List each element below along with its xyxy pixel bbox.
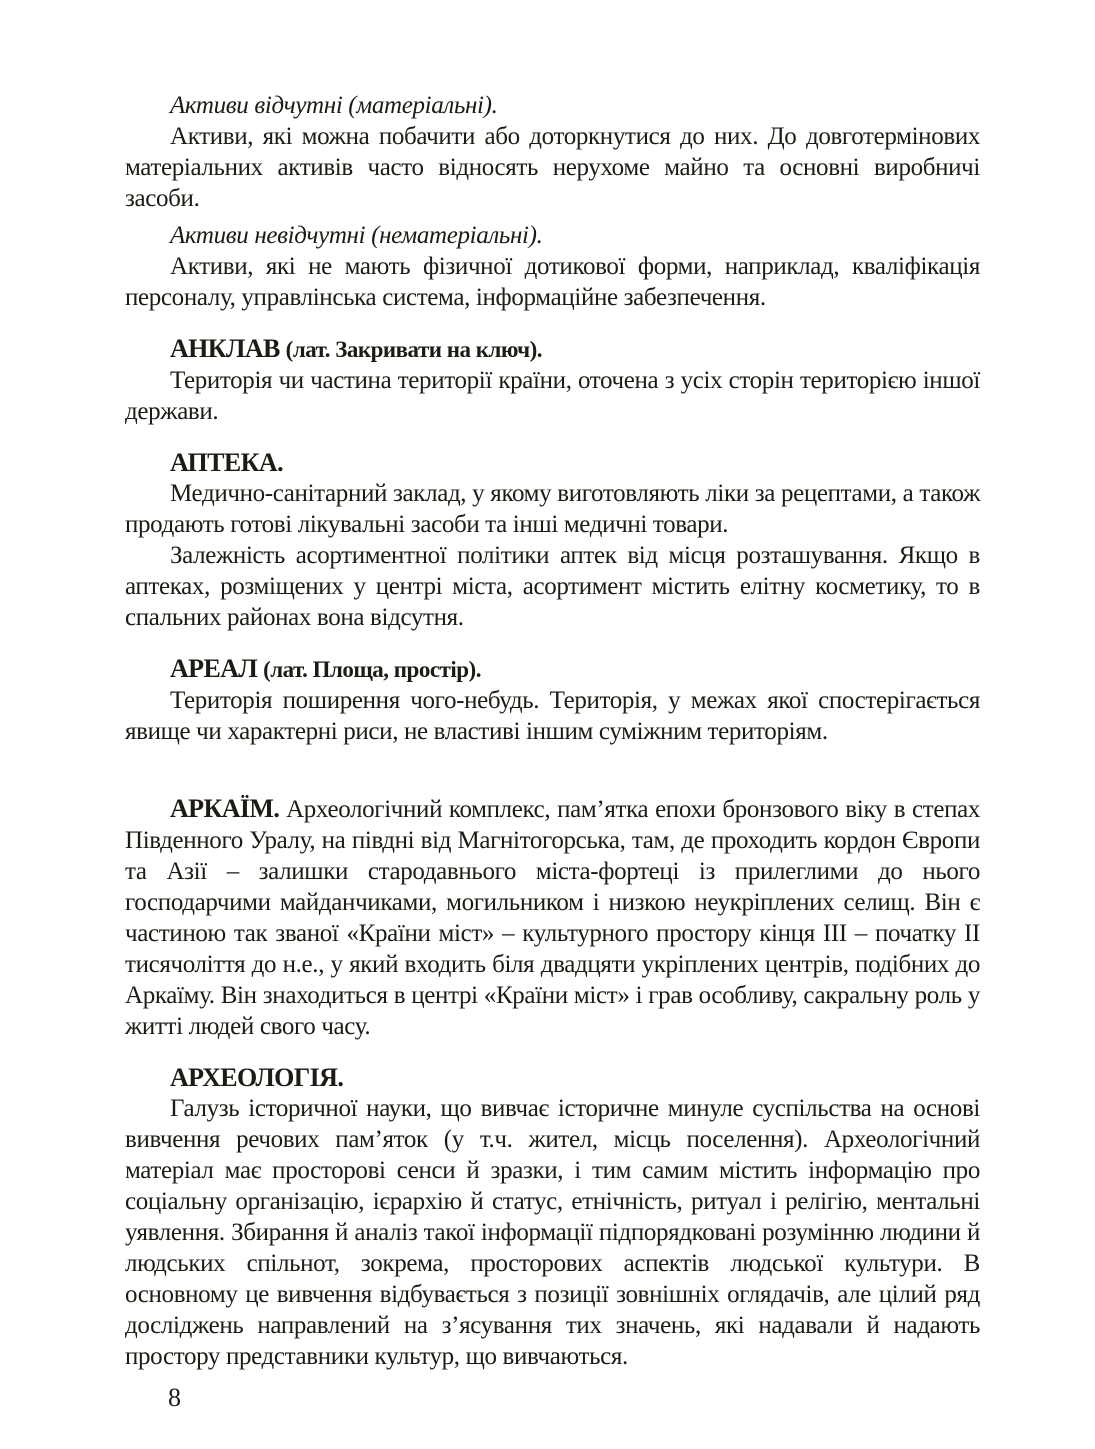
entry-heading bbox=[125, 653, 980, 685]
entry-archaeology bbox=[125, 1062, 980, 1372]
entry-assets-intangible bbox=[125, 220, 980, 313]
entry-heading: Активи відчутні (матеріальні). bbox=[170, 92, 498, 119]
entry-text: Активи, які не мають фізичної дотикової форми, наприклад, кваліфікація персоналу, управлінська система, інформаційне забезпечення. bbox=[125, 253, 980, 311]
entry-text: Медично-санітарний заклад, у якому виготовляють ліки за рецептами, а також продають готові лікувальні засоби та інші медичні товари. bbox=[125, 480, 980, 538]
entry-heading: АРХЕОЛОГІЯ. bbox=[170, 1063, 344, 1092]
entry-text: Залежність асортиментної політики аптек від місця розташування. Якщо в аптеках, розміщених у центрі міста, асортимент містить елітну косметику, то в спальних районах вона відсутня. bbox=[125, 542, 980, 631]
entry-etymology: (лат. Площа, простір). bbox=[263, 657, 481, 682]
entry-term: АРЕАЛ bbox=[170, 654, 258, 683]
page-number: 8 bbox=[168, 1383, 181, 1412]
entry-assets-tangible bbox=[125, 90, 980, 214]
entry-heading bbox=[125, 333, 980, 365]
entry-heading: АПТЕКА. bbox=[170, 448, 283, 477]
entry-arkaim bbox=[125, 793, 980, 1042]
entry-text bbox=[125, 793, 980, 1042]
entry-text: Територія чи частина території країни, оточена з усіх сторін територією іншої держави. bbox=[125, 367, 980, 425]
entry-text: Територія поширення чого-небудь. Територія, у межах якої спостерігається явище чи характерні риси, не властиві іншим суміжним територіям. bbox=[125, 687, 980, 745]
page-content bbox=[125, 90, 980, 1372]
entry-enclave bbox=[125, 333, 980, 427]
entry-areal bbox=[125, 653, 980, 747]
entry-text: Галузь історичної науки, що вивчає історичне минуле суспільства на основі вивчення речових пам’яток (у т.ч. жител, місць поселення). Археологічний матеріал має просторові сенси й зразки, і тим самим містить інформацію про соціальну організацію, ієрархію й статус, етнічність, ритуал і релігію, ментальні уявлення. Збирання й аналіз такої інформації підпорядковані розумінню людини й людських спільнот, зокрема, просторових аспектів людської культури. В основному це вивчення відбувається з позиції зовнішніх оглядачів, але цілий ряд досліджень направлений на з’ясування тих значень, які надавали й надають простору представники культур, що вивчаються. bbox=[125, 1095, 980, 1370]
entry-definition: Археологічний комплекс, пам’ятка епохи бронзового віку в степах Південного Уралу, на півдні від Магнітогорська, там, де проходить кордон Європи та Азії – залишки стародавнього міста-фортеці із прилеглими до нього господарчими майданчиками, могильником і низкою неукріплених селищ. Він є частиною так званої «Країни міст» – культурного простору кінця ІІІ – початку ІІ тисячоліття до н.е., у який входить біля двадцяти укріплених центрів, подібних до Аркаїму. Він знаходиться в центрі «Країни міст» і грав особливу, сакральну роль у житті людей свого часу. bbox=[125, 796, 981, 1040]
entry-term: АРКАЇМ. bbox=[170, 794, 280, 823]
entry-text: Активи, які можна побачити або доторкнутися до них. До довготермінових матеріальних активів часто відносять нерухоме майно та основні виробничі засоби. bbox=[125, 123, 980, 212]
entry-term: АНКЛАВ bbox=[170, 334, 280, 363]
entry-pharmacy bbox=[125, 447, 980, 633]
entry-etymology: (лат. Закривати на ключ). bbox=[285, 337, 542, 362]
entry-heading: Активи невідчутні (нематеріальні). bbox=[170, 222, 543, 249]
